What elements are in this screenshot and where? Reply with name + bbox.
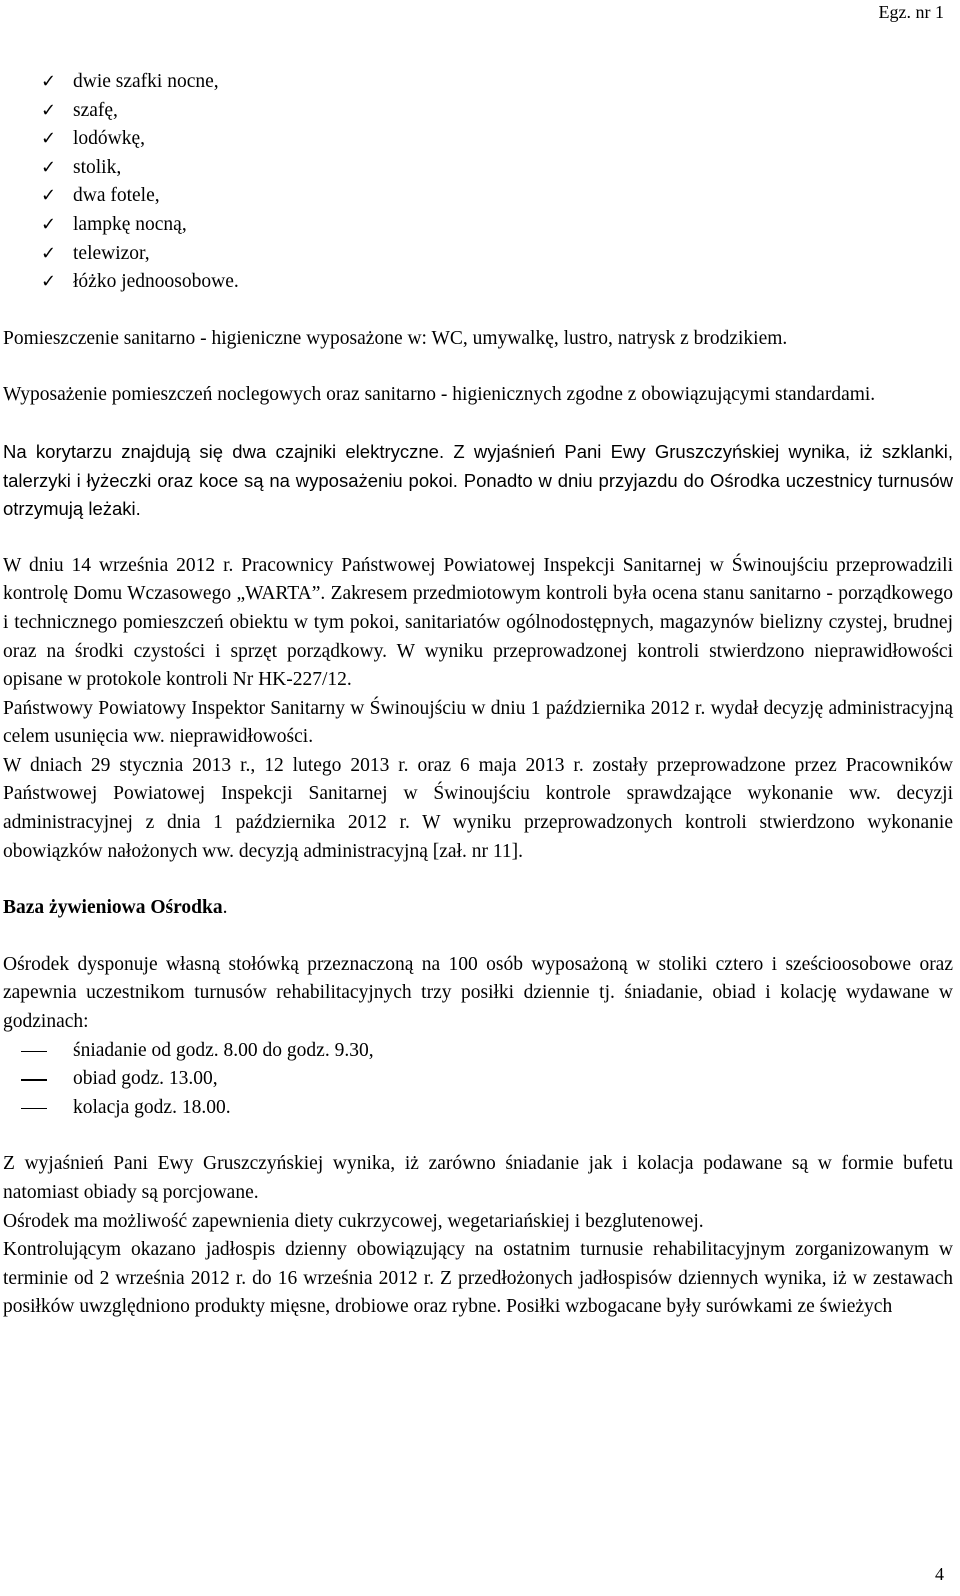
list-item: ✓ dwa fotele, [3, 182, 953, 211]
document-body [3, 68, 953, 1322]
list-item: ✓ stolik, [3, 154, 953, 183]
list-item: obiad godz. 13.00, [3, 1065, 953, 1094]
list-item: ✓ telewizor, [3, 240, 953, 269]
dash-bullet-icon [21, 1079, 47, 1081]
inspection-paragraph-3: W dniach 29 stycznia 2013 r., 12 lutego 2013 r. oraz 6 maja 2013 r. zostały przeprowadzone przez Pracowników Państwowej Powiatowej Inspekcji Sanitarnej w Świnoujściu kontrole sprawdzające wykonanie ww. decyzji administracyjnej z dnia 1 października 2012 r. W wyniku przeprowadzonych kontroli stwierdzono wykonanie obowiązków nałożonych ww. decyzją administracyjną [zał. nr 11]. [3, 754, 953, 862]
inspection-paragraph-2: Państwowy Powiatowy Inspektor Sanitarny w Świnoujściu w dniu 1 października 2012 r. wydał decyzję administracyjną celem usunięcia ww. nieprawidłowości. [3, 697, 953, 748]
dash-bullet-icon [21, 1108, 47, 1110]
equipment-standard-paragraph: Wyposażenie pomieszczeń noclegowych oraz sanitarno - higienicznych zgodne z obowiązującymi standardami. [3, 384, 876, 406]
checkmark-icon: ✓ [41, 156, 57, 178]
inspection-paragraph-1: W dniu 14 września 2012 r. Pracownicy Państwowej Powiatowej Inspekcji Sanitarnej w Świnoujściu przeprowadzili kontrolę Domu Wczasowego „WARTA”. Zakresem przedmiotowym kontroli była ocena stanu sanitarno - porządkowego i technicznego pomieszczeń obiektu w tym pokoi, sanitariatów ogólnodostępnych, magazynów bielizny czystej, brudnej oraz na środki czystości i sprzęt porządkowy. W wyniku przeprowadzonej kontroli stwierdzono nieprawidłowości opisane w protokole kontroli Nr HK-227/12. [3, 554, 953, 691]
menu-paragraph: Kontrolującym okazano jadłospis dzienny obowiązujący na ostatnim turnusie rehabilitacyjnym zorganizowanym w terminie od 2 września 2012 r. do 16 września 2012 r. Z przedłożonych jadłospisów dziennych wynika, iż w zestawach posiłków uwzględniono produkty mięsne, drobiowe oraz rybne. Posiłki wzbogacane były surówkami ze świeżych [3, 1239, 953, 1318]
sanitary-room-paragraph: Pomieszczenie sanitarno - higieniczne wyposażone w: WC, umywalkę, lustro, natrysk z brodzikiem. [3, 327, 788, 349]
corridor-paragraph: Na korytarzu znajdują się dwa czajniki elektryczne. Z wyjaśnień Pani Ewy Gruszczyńskiej wynika, iż szklanki, talerzyki i łyżeczki oraz koce są na wyposażeniu pokoi. Ponadto w dniu przyjazdu do Ośrodka uczestnicy turnusów otrzymują leżaki. [3, 440, 953, 520]
food-heading-suffix: . [222, 897, 228, 919]
list-item: ✓ lodówkę, [3, 125, 953, 154]
checkmark-icon: ✓ [41, 271, 57, 293]
canteen-paragraph: Ośrodek dysponuje własną stołówką przeznaczoną na 100 osób wyposażoną w stoliki cztero i sześcioosobowe oraz zapewnia uczestnikom turnusów rehabilitacyjnych trzy posiłki dziennie tj. śniadanie, obiad i kolację wydawane w godzinach: [3, 953, 953, 1033]
food-section-heading [3, 894, 953, 923]
breakfast-explanation-paragraph: Z wyjaśnień Pani Ewy Gruszczyńskiej wynika, iż zarówno śniadanie jak i kolacja podawane są w formie bufetu natomiast obiady są porcjowane. [3, 1153, 953, 1203]
room-equipment-list [3, 68, 953, 297]
food-heading-text: Baza żywieniowa Ośrodka [3, 897, 223, 919]
list-item: śniadanie od godz. 8.00 do godz. 9.30, [3, 1037, 953, 1066]
checkmark-icon: ✓ [41, 213, 57, 235]
list-item: ✓ lampkę nocną, [3, 211, 953, 240]
meal-times-list [3, 1037, 953, 1123]
copy-number-label: Egz. nr 1 [878, 2, 944, 22]
checkmark-icon: ✓ [41, 242, 57, 264]
checkmark-icon: ✓ [41, 128, 57, 150]
diets-paragraph: Ośrodek ma możliwość zapewnienia diety cukrzycowej, wegetariańskiej i bezglutenowej. [3, 1210, 704, 1232]
checkmark-icon: ✓ [41, 185, 57, 207]
page-number: 4 [935, 1564, 944, 1584]
checkmark-icon: ✓ [41, 71, 57, 92]
dash-bullet-icon [21, 1051, 47, 1053]
list-item: kolacja godz. 18.00. [3, 1094, 953, 1123]
list-item: ✓ dwie szafki nocne, [3, 68, 953, 97]
checkmark-icon: ✓ [41, 99, 57, 121]
list-item: ✓ łóżko jednoosobowe. [3, 268, 953, 297]
list-item: ✓ szafę, [3, 97, 953, 126]
